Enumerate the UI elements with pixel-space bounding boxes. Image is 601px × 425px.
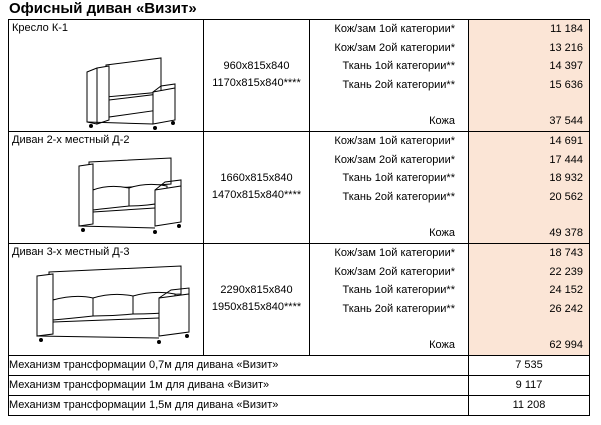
product-name: Диван 3-х местный Д-3 <box>12 246 130 258</box>
price-value: 37 544 <box>549 115 583 127</box>
price-value: 14 691 <box>549 135 583 147</box>
price-value: 24 152 <box>549 284 583 296</box>
two-seat-sofa-icon <box>9 132 203 243</box>
price-value: 20 562 <box>549 190 583 203</box>
mechanism-price: 9 117 <box>469 376 590 396</box>
product-row <box>9 20 590 132</box>
price-value: 62 994 <box>549 339 583 351</box>
material-label: Кож/зам 1ой категории* <box>334 247 455 259</box>
material-cell <box>310 132 469 244</box>
size-value: 1660x815x840 <box>220 172 293 184</box>
mechanism-label: Механизм трансформации 1,5м для дивана «Визит» <box>9 396 469 416</box>
price-value: 18 932 <box>549 172 583 184</box>
product-size-cell <box>204 132 310 244</box>
price-value: 14 397 <box>549 60 583 72</box>
material-label: Ткань 2ой категории** <box>342 302 455 315</box>
mechanism-price: 7 535 <box>469 356 590 376</box>
price-value: 49 378 <box>549 227 583 239</box>
material-cell <box>310 244 469 356</box>
product-name-cell <box>9 20 204 132</box>
price-value: 26 242 <box>549 302 583 315</box>
product-name: Кресло К-1 <box>12 22 69 34</box>
material-label: Ткань 1ой категории** <box>342 172 455 184</box>
product-size-cell <box>204 244 310 356</box>
material-label: Ткань 2ой категории** <box>342 190 455 203</box>
material-label: Кож/зам 1ой категории* <box>334 135 455 147</box>
three-seat-sofa-icon <box>9 244 203 355</box>
size-value: 1950x815x840**** <box>211 301 302 313</box>
price-value: 18 743 <box>549 247 583 259</box>
price-value: 22 239 <box>549 265 583 278</box>
product-name: Диван 2-х местный Д-2 <box>12 134 130 146</box>
material-label: Кож/зам 2ой категории* <box>334 265 455 278</box>
product-size-cell <box>204 20 310 132</box>
material-label: Ткань 1ой категории** <box>342 60 455 72</box>
size-value: 960x815x840 <box>223 60 290 72</box>
material-label: Ткань 1ой категории** <box>342 284 455 296</box>
product-name-cell <box>9 244 204 356</box>
price-cell <box>469 244 590 356</box>
mechanism-row <box>9 356 590 376</box>
product-row <box>9 244 590 356</box>
material-label: Кожа <box>429 115 455 127</box>
material-label: Кожа <box>429 339 455 351</box>
page-title: Офисный диван «Визит» <box>9 0 197 17</box>
price-value: 11 184 <box>550 23 583 35</box>
armchair-icon <box>9 20 203 131</box>
material-label: Ткань 2ой категории** <box>342 78 455 91</box>
mechanism-price: 11 208 <box>469 396 590 416</box>
size-value: 2290x815x840 <box>220 284 293 296</box>
price-value: 15 636 <box>549 78 583 91</box>
mechanism-label: Механизм трансформации 0,7м для дивана «Визит» <box>9 356 469 376</box>
price-value: 17 444 <box>549 153 583 166</box>
price-cell <box>469 20 590 132</box>
product-row <box>9 132 590 244</box>
price-table <box>8 19 590 416</box>
material-label: Кож/зам 2ой категории* <box>334 153 455 166</box>
size-value: 1470x815x840**** <box>211 189 302 201</box>
product-name-cell <box>9 132 204 244</box>
price-cell <box>469 132 590 244</box>
material-label: Кож/зам 1ой категории* <box>334 23 455 35</box>
mechanism-row <box>9 396 590 416</box>
material-cell <box>310 20 469 132</box>
price-value: 13 216 <box>549 41 583 54</box>
material-label: Кож/зам 2ой категории* <box>334 41 455 54</box>
mechanism-row <box>9 376 590 396</box>
size-value: 1170x815x840**** <box>212 77 301 89</box>
material-label: Кожа <box>429 227 455 239</box>
mechanism-label: Механизм трансформации 1м для дивана «Визит» <box>9 376 469 396</box>
